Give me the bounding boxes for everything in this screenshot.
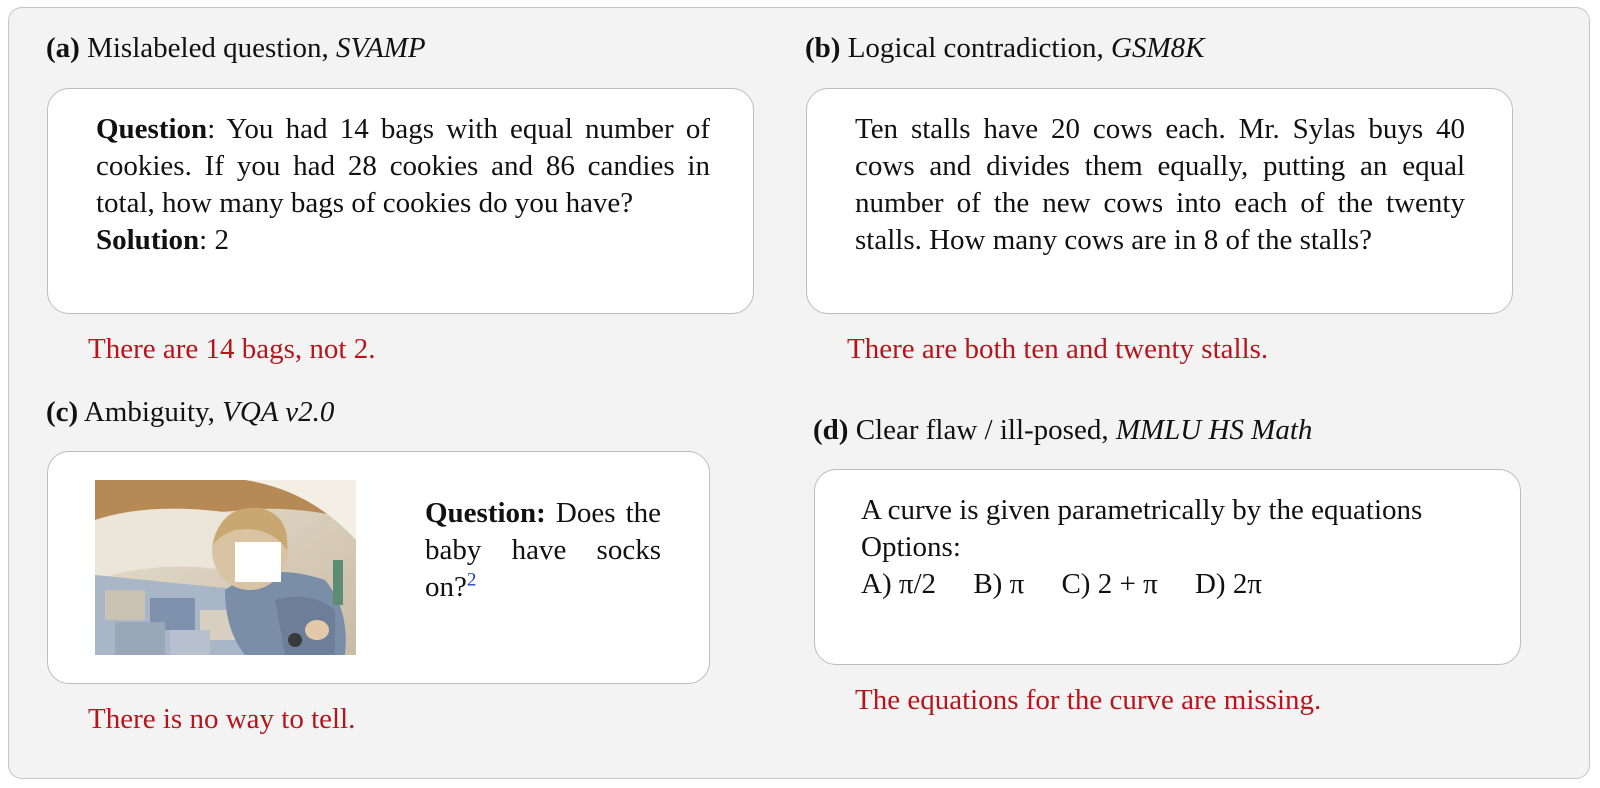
footnote-marker[interactable]: 2 [466, 569, 477, 591]
panel-d-title [813, 413, 1312, 447]
panel-c-dataset: VQA v2.0 [222, 396, 335, 428]
option-a: A) π/2 [861, 568, 937, 600]
question-text: : You had 14 bags with equal number of cookies. If you had 28 cookies and 86 candies in total, how many bags of cookies do you have? [96, 113, 710, 219]
panel-d-dataset: MMLU HS Math [1115, 414, 1313, 446]
panel-a-box [47, 88, 754, 314]
panel-a-label: (a) [46, 32, 80, 64]
panel-a-question [96, 111, 710, 259]
panel-a-note: There are 14 bags, not 2. [88, 333, 376, 365]
panel-c-note: There is no way to tell. [88, 703, 356, 735]
panel-a-heading: Mislabeled question, [87, 32, 329, 64]
panel-b-text: Ten stalls have 20 cows each. Mr. Sylas buys 40 cows and divides them equally, putting an equal number of the new cows into each of the twenty stalls. How many cows are in 8 of the stalls? [855, 113, 1465, 256]
panel-d-label: (d) [813, 414, 849, 446]
baby-photo-illustration [95, 480, 356, 655]
panel-d-note: The equations for the curve are missing. [855, 684, 1322, 716]
problem-text: A curve is given parametrically by the equations [861, 494, 1423, 526]
panel-d-text [861, 492, 1475, 603]
panel-d-heading: Clear flaw / ill-posed, [855, 414, 1109, 446]
panel-a-dataset: SVAMP [335, 32, 426, 64]
panel-c-box [47, 451, 710, 684]
panel-b-label: (b) [805, 32, 841, 64]
panel-d-box [814, 469, 1521, 665]
panel-b-box [806, 88, 1513, 314]
panel-c-question [425, 495, 661, 606]
solution-text: : 2 [199, 224, 229, 256]
option-d: D) 2π [1194, 568, 1262, 600]
option-c: C) 2 + π [1061, 568, 1158, 600]
panel-a-title [46, 31, 426, 65]
options-label: Options: [861, 531, 961, 563]
option-b: B) π [973, 568, 1025, 600]
panel-c-heading: Ambiguity, [83, 396, 215, 428]
panel-b-heading: Logical contradiction, [847, 32, 1104, 64]
panel-b-dataset: GSM8K [1111, 32, 1205, 64]
panel-c-label: (c) [46, 396, 79, 428]
solution-label: Solution [96, 224, 200, 256]
question-text: Does the baby have socks on? [425, 497, 661, 603]
panel-b-note: There are both ten and twenty stalls. [847, 333, 1269, 365]
question-label: Question: [425, 497, 546, 529]
baby-photo [95, 480, 356, 655]
question-label: Question [96, 113, 208, 145]
panel-b-title [805, 31, 1204, 65]
panel-c-title [46, 395, 334, 429]
